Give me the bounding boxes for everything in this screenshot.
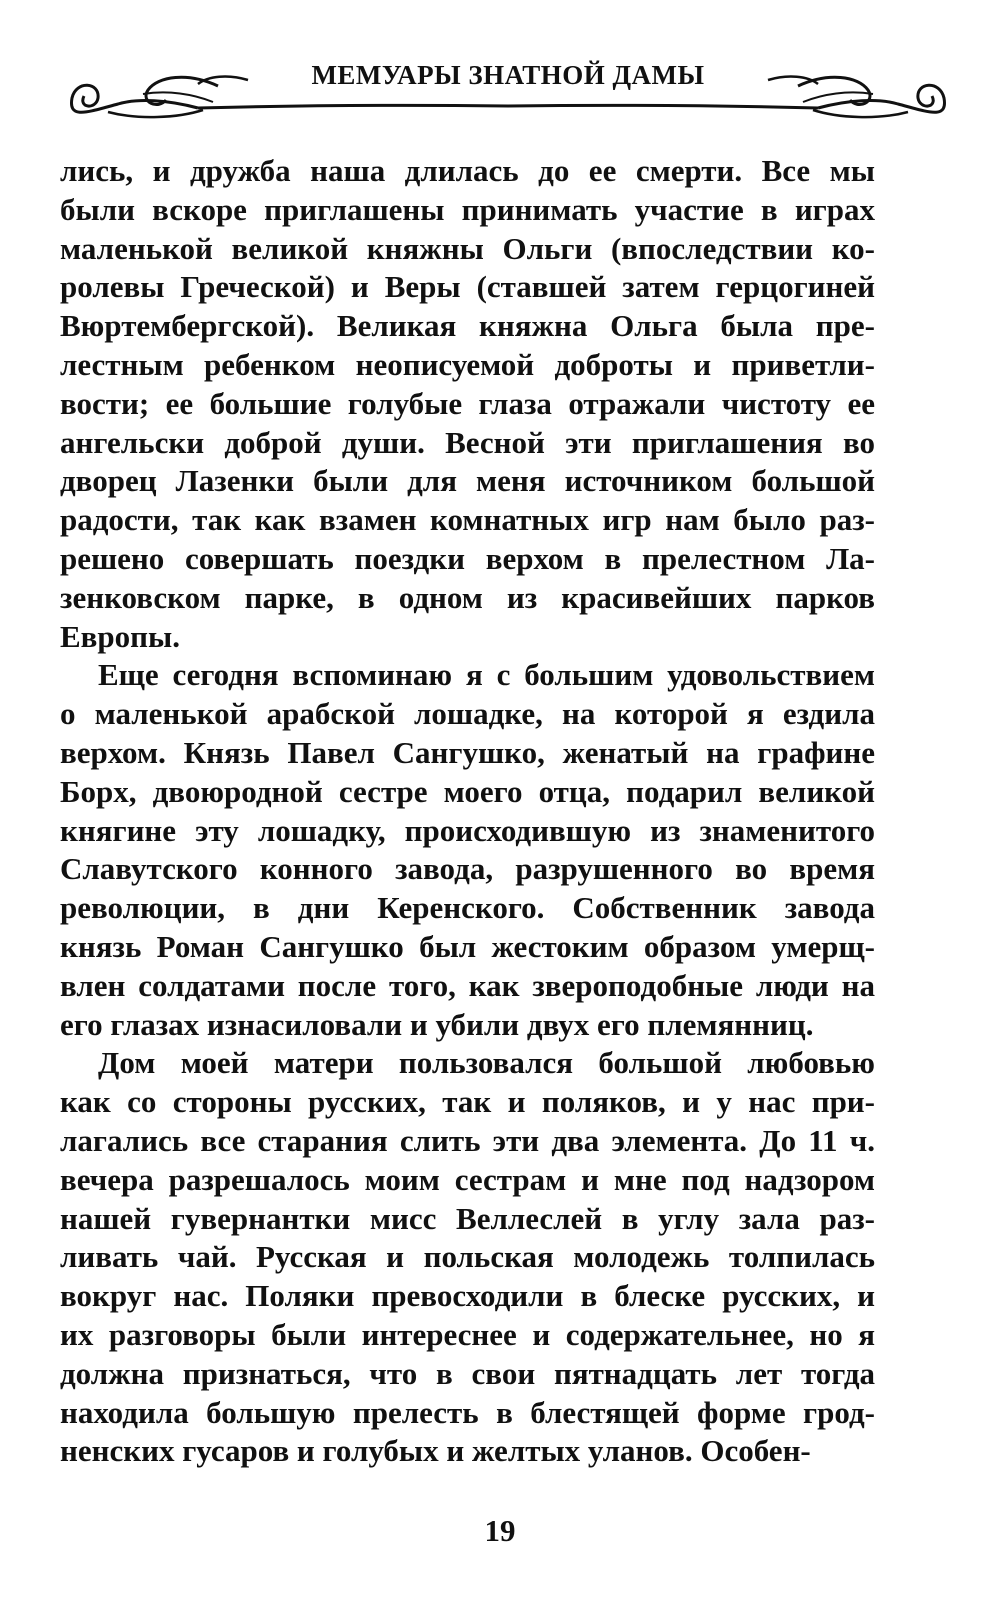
text-line: дворец Лазенки были для меня источником большой [60, 463, 875, 499]
page-number: 19 [484, 1513, 516, 1548]
body-text [60, 152, 875, 1471]
text-line: лись, и дружба наша длилась до ее смерти. Все мы [60, 153, 875, 188]
text-line: ненских гусаров и голубых и желтых уланов. Особен- [60, 1433, 811, 1469]
text-line: княгине эту лошадку, происходившую из знаменитого [60, 812, 875, 848]
text-line: князь Роман Сангушко был жестоким образом умерщ- [60, 928, 875, 964]
text-line: их разговоры были интереснее и содержательнее, но я [60, 1316, 875, 1352]
paragraph [60, 152, 875, 656]
running-header [48, 50, 968, 140]
text-line: как со стороны русских, так и поляков, и у нас при- [60, 1084, 875, 1120]
text-line: ангельски доброй души. Весной эти приглашения во [60, 424, 875, 460]
text-line: ролевы Греческой) и Веры (ставшей затем герцогиней [60, 269, 875, 305]
text-line: должна признаться, что в свои пятнадцать лет тогда [60, 1355, 875, 1391]
text-line: влен солдатами после того, как звероподобные люди на [60, 967, 875, 1003]
text-line: Еще сегодня вспоминаю я с большим удовольствием [98, 657, 875, 693]
text-line: верхом. Князь Павел Сангушко, женатый на графине [60, 734, 875, 770]
text-line: вости; ее большие голубые глаза отражали чистоту ее [60, 385, 875, 421]
text-line: о маленькой арабской лошадке, на которой я ездила [60, 696, 875, 732]
text-line: Славутского конного завода, разрушенного во время [60, 851, 875, 887]
running-title: МЕМУАРЫ ЗНАТНОЙ ДАМЫ [311, 60, 705, 90]
text-line: находила большую прелесть в блестящей форме грод- [60, 1394, 875, 1430]
text-line: нашей гувернантки мисс Веллеслей в углу зала раз- [60, 1200, 875, 1236]
paragraph [60, 656, 875, 1044]
text-line: вечера разрешалось моим сестрам и мне под надзором [60, 1161, 875, 1197]
text-line: лестным ребенком неописуемой доброты и приветли- [60, 346, 875, 382]
text-line: решено совершать поездки верхом в прелестном Ла- [60, 540, 875, 576]
text-line: маленькой великой княжны Ольги (впоследствии ко- [60, 230, 875, 266]
text-line: ливать чай. Русская и польская молодежь толпилась [60, 1239, 875, 1275]
text-line: Вюртембергской). Великая княжна Ольга была пре- [60, 308, 875, 344]
text-line: его глазах изнасиловали и убили двух его племянниц. [60, 1006, 814, 1042]
text-line: были вскоре приглашены принимать участие в играх [60, 191, 875, 227]
text-line: вокруг нас. Поляки превосходили в блеске русских, и [60, 1278, 875, 1314]
text-line: зенковском парке, в одном из красивейших парков [60, 579, 875, 615]
text-line: Борх, двоюродной сестре моего отца, подарил великой [60, 773, 875, 809]
text-line: Дом моей матери пользовался большой любовью [98, 1045, 875, 1081]
paragraph [60, 1044, 875, 1471]
text-line: лагались все старания слить эти два элемента. До 11 ч. [60, 1122, 875, 1158]
text-line: революции, в дни Керенского. Собственник завода [60, 890, 875, 926]
text-line: радости, так как взамен комнатных игр нам было раз- [60, 502, 875, 538]
text-line: Европы. [60, 618, 180, 654]
